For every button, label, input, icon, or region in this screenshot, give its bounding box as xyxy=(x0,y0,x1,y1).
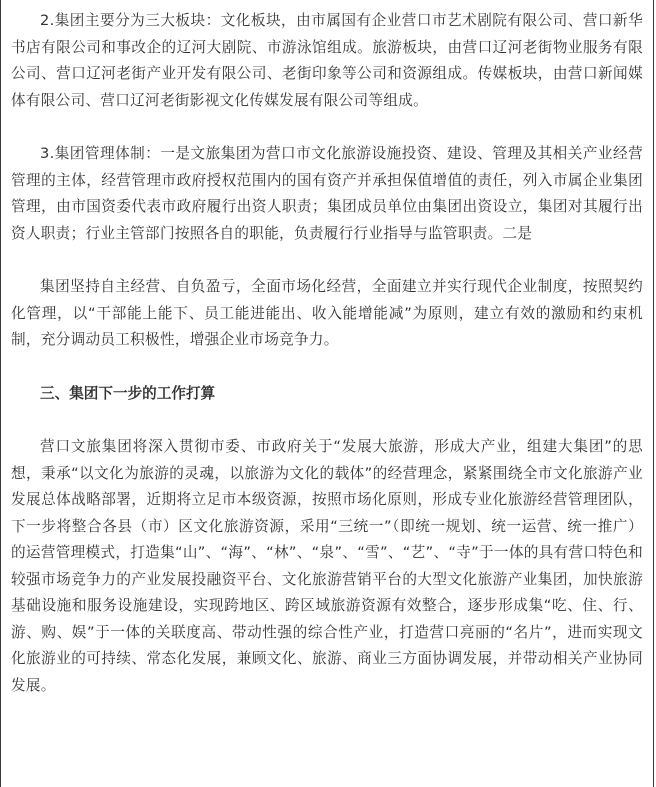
paragraph-operation-principles: 集团坚持自主经营、自负盈亏，全面市场化经营，全面建立并实行现代企业制度，按照契约化管理，以“干部能上能下、员工能进能出、收入能增能减”为原则，建立有效的激励和约束机制，充分调动员工积极性，增强企业市场竞争力。 xyxy=(11,278,643,348)
paragraph-management-system: 3.集团管理体制：一是文旅集团为营口市文化旅游设施投资、建设、管理及其相关产业经营管理的主体，经营管理市政府授权范围内的国有资产并承担保值增值的责任，列入市属企业集团管理，由市国资委代表市政府履行出资人职责；集团成员单位由集团出资设立，集团对其履行出资人职责；行业主管部门按照各自的职能，负责履行行业指导与监管职责。二是 xyxy=(11,145,643,242)
section-heading: 三、集团下一步的工作打算 xyxy=(40,384,216,402)
article-body xyxy=(11,8,643,699)
paragraph-business-sectors: 2.集团主要分为三大板块：文化板块，由市属国有企业营口市艺术剧院有限公司、营口新华书店有限公司和事改企的辽河大剧院、市游泳馆组成。旅游板块，由营口辽河老街物业服务有限公司、营口辽河老街产业开发有限公司、老街印象等公司和资源组成。传媒板块，由营口新闻媒体有限公司、营口辽河老街影视文化传媒发展有限公司等组成。 xyxy=(11,12,643,109)
paragraph-future-plans: 营口文旅集团将深入贯彻市委、市政府关于“发展大旅游，形成大产业，组建大集团”的思想，秉承“以文化为旅游的灵魂，以旅游为文化的载体”的经营理念，紧紧围绕全市文化旅游产业发展总体战略部署，近期将立足市本级资源，按照市场化原则，形成专业化旅游经营管理团队，下一步将整合各县（市）区文化旅游资源，采用“三统一”（即统一规划、统一运营、统一推广）的运营管理模式，打造集“山”、“海”、“林”、“泉”、“雪”、“艺”、“寺”于一体的具有营口特色和较强市场竞争力的产业发展投融资平台、文化旅游营销平台的大型文化旅游产业集团，加快旅游基础设施和服务设施建设，实现跨地区、跨区域旅游资源有效整合，逐步形成集“吃、住、行、游、购、娱”于一体的关联度高、带动性强的综合性产业，打造营口亮丽的“名片”，进而实现文化旅游业的可持续、常态化发展，兼顾文化、旅游、商业三方面协调发展，并带动相关产业协同发展。 xyxy=(11,438,643,694)
